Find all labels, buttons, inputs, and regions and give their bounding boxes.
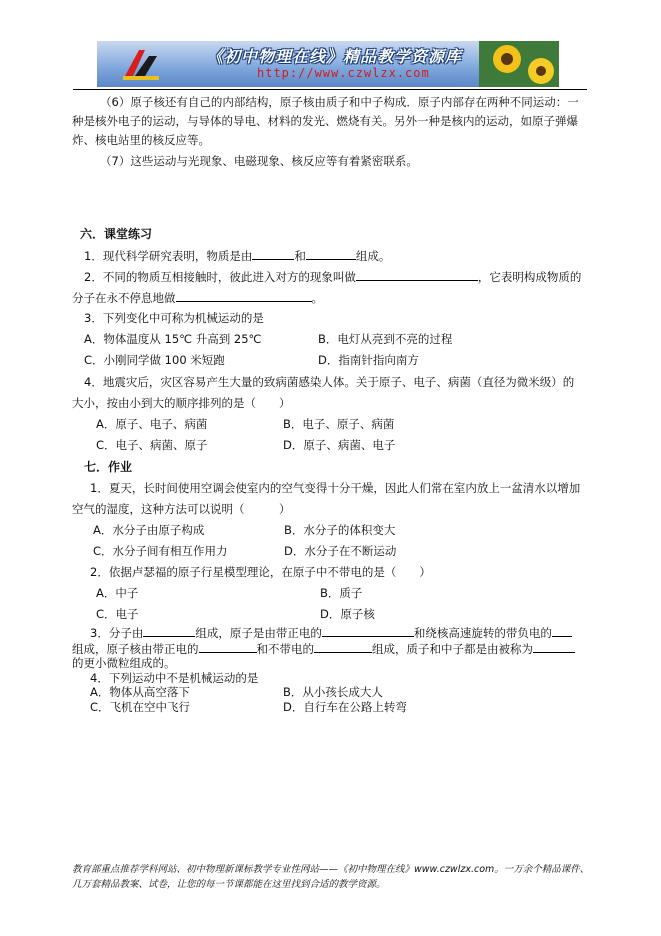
s6-q2-text-d: 。 [311,291,323,305]
answer-blank[interactable] [314,641,372,653]
header-rule [73,89,587,90]
s7-q2: 2．依据卢瑟福的原子行星模型理论，在原子中不带电的是（ ） [90,565,431,579]
answer-blank[interactable] [143,625,195,637]
answer-blank[interactable] [306,248,356,260]
s7-q2-option-d[interactable]: D．原子核 [320,607,375,621]
s6-q2-line-1 [84,269,581,284]
para-6-line-2: 种是核外电子的运动，与导体的导电、材料的发光、燃烧有关。另外一种是核内的运动，如原子弹爆 [72,114,578,128]
s6-q3-option-c[interactable]: C．小刚同学做 100 米短跑 [84,353,225,367]
s7-q4: 4．下列运动中不是机械运动的是 [90,671,259,685]
footer-line-2: 几万套精品教案、试卷，让您的每一节课都能在这里找到合适的教学资源。 [72,879,386,890]
s7-q4-option-c[interactable]: C．飞机在空中飞行 [90,700,191,714]
para-6-line-3: 炸、核电站里的核反应等。 [72,133,210,147]
banner-url[interactable]: http://www.czwlzx.com [257,66,430,80]
s7-q1-option-c[interactable]: C．水分子间有相互作用力 [93,544,228,558]
banner-title: 《初中物理在线》精品教学资源库 [207,47,463,66]
section-7-heading: 七．作业 [84,460,133,474]
s7-q4-option-b[interactable]: B．从小孩长成大人 [283,685,383,699]
s6-q4-option-d[interactable]: D．原子、病菌、电子 [283,438,396,452]
s6-q1-text-a: 1．现代科学研究表明，物质是由 [84,249,253,263]
s6-q3-option-d[interactable]: D．指南针指向南方 [318,353,419,367]
answer-blank[interactable] [322,625,414,637]
s6-q4-line-1: 4．地震灾后，灾区容易产生大量的致病菌感染人体。关于原子、电子、病菌（直径为微米级）的 [84,375,575,389]
s7-q3-text-d: 组成，原子核由带正电的 [72,642,199,656]
s7-q4-option-d[interactable]: D．自行车在公路上转弯 [283,700,407,714]
s7-q1-option-d[interactable]: D．水分子在不断运动 [284,544,397,558]
s7-q1-option-b[interactable]: B．水分子的体积变大 [284,523,396,537]
s7-q3-text-f: 组成，质子和中子都是由被称为 [372,642,533,656]
answer-blank[interactable] [552,625,572,637]
s7-q2-option-c[interactable]: C．电子 [96,607,139,621]
s6-q3: 3．下列变化中可称为机械运动的是 [84,311,264,325]
s7-q3-line-3: 的更小微粒组成的。 [72,656,176,670]
s7-q1-option-a[interactable]: A．水分子由原子构成 [93,523,205,537]
s7-q3-text-c: 和绕核高速旋转的带负电的 [413,626,552,640]
s6-q4-option-b[interactable]: B．电子、原子、病菌 [283,417,395,431]
sunflower-icon [479,41,559,87]
footer-line-1: 教育部重点推荐学科网站、初中物理新课标教学专业性网站——《初中物理在线》www.czwlzx.com。一万余个精品课件、 [72,864,590,875]
s6-q2-line-2 [72,290,323,305]
s6-q4-option-c[interactable]: C．电子、病菌、原子 [96,438,208,452]
s7-q4-option-a[interactable]: A．物体从高空落下 [90,685,190,699]
answer-blank[interactable] [199,641,257,653]
s6-q3-option-a[interactable]: A．物体温度从 15℃ 升高到 25℃ [84,332,262,346]
section-6-heading: 六．课堂练习 [80,227,153,241]
answer-blank[interactable] [252,248,294,260]
s7-q3-line-2 [72,641,575,656]
header-banner [97,41,559,87]
s6-q4-option-a[interactable]: A．原子、电子、病菌 [96,417,208,431]
s6-q2-text-a: 2．不同的物质互相接触时，彼此进入对方的现象叫做 [84,270,356,284]
s6-q1-text-b: 和 [294,249,306,263]
site-logo-icon [121,46,161,82]
s7-q3-text-b: 组成，原子是由带正电的 [195,626,322,640]
answer-blank[interactable] [176,290,312,302]
s7-q3-text-a: 3．分子由 [90,626,144,640]
answer-blank[interactable] [533,641,575,653]
s7-q1-line-1: 1．夏天，长时间使用空调会使室内的空气变得十分干燥，因此人们常在室内放上一盆清水以增加 [90,481,581,495]
s6-q2-text-c: 分子在永不停息地做 [72,291,176,305]
s6-q2-text-b: ，它表明构成物质的 [477,270,582,284]
s6-q1 [84,248,390,263]
s7-q2-option-b[interactable]: B．质子 [320,586,363,600]
s7-q1-line-2: 空气的湿度，这种方法可以说明（ ） [72,502,291,516]
s7-q3-line-1 [90,625,572,640]
s6-q1-text-c: 组成。 [355,249,391,263]
s6-q3-option-b[interactable]: B．电灯从亮到不亮的过程 [318,332,453,346]
s6-q4-line-2: 大小，按由小到大的顺序排列的是（ ） [72,396,291,410]
para-6-line-1: （6）原子核还有自己的内部结构，原子核由质子和中子构成．原子内部存在两种不同运动：一 [100,95,579,109]
s7-q2-option-a[interactable]: A．中子 [96,586,139,600]
para-7: （7）这些运动与光现象、电磁现象、核反应等有着紧密联系。 [100,154,418,168]
s7-q3-text-e: 和不带电的 [256,642,314,656]
answer-blank[interactable] [356,269,478,281]
